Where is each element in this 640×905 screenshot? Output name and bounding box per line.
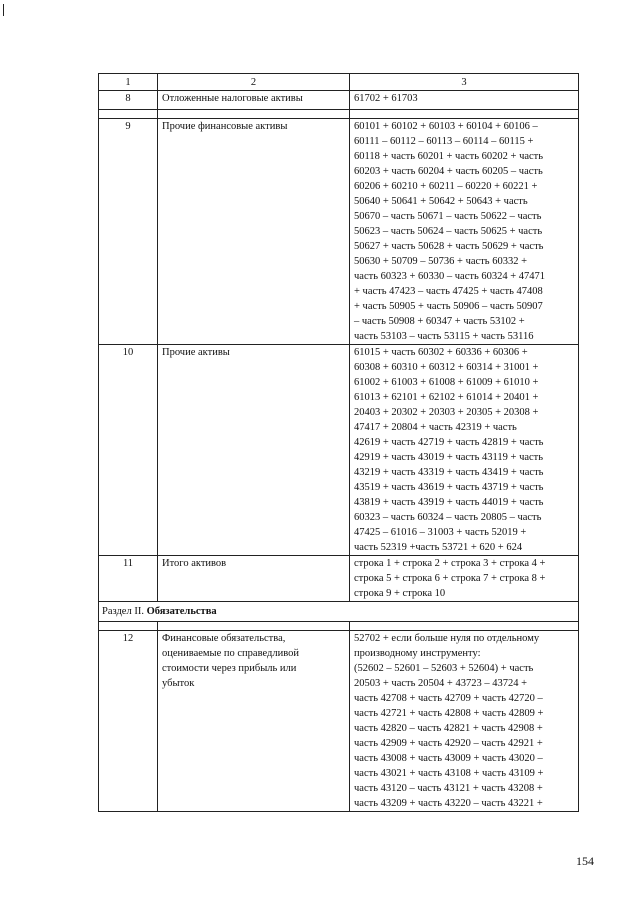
formula-line: 61002 + 61003 + 61008 + 61009 + 61010 + [354, 377, 539, 388]
row-number: 12 [99, 631, 158, 812]
formula-line: строка 1 + строка 2 + строка 3 + строка 4 + [354, 558, 546, 569]
row-number: 10 [99, 345, 158, 556]
accounts-table [98, 73, 579, 812]
formula-line: 50640 + 50641 + 50642 + 50643 + часть [354, 196, 528, 207]
formula-line: 50623 – часть 50624 – часть 50625 + часть [354, 226, 543, 237]
row-number: 8 [99, 91, 158, 110]
row-description [158, 119, 350, 345]
description-line: Прочие финансовые активы [162, 121, 288, 132]
formula-line: часть 60323 + 60330 – часть 60324 + 47471 [354, 271, 546, 282]
header-cell-1: 1 [99, 74, 158, 91]
row-spacer [99, 622, 579, 631]
row-description [158, 556, 350, 602]
formula-line: часть 43120 – часть 43121 + часть 43208 + [354, 783, 543, 794]
formula-line: 20503 + часть 20504 + 43723 – 43724 + [354, 678, 527, 689]
formula-line: 47425 – 61016 – 31003 + часть 52019 + [354, 527, 527, 538]
formula-line: 42919 + часть 43019 + часть 43119 + часть [354, 452, 544, 463]
formula-line: 47417 + 20804 + часть 42319 + часть [354, 422, 517, 433]
formula-line: – часть 50908 + 60347 + часть 53102 + [354, 316, 525, 327]
formula-line: часть 42820 – часть 42821 + часть 42908 + [354, 723, 543, 734]
table-header-row [99, 74, 579, 91]
row-spacer [99, 110, 579, 119]
formula-line: 60308 + 60310 + 60312 + 60314 + 31001 + [354, 362, 539, 373]
formula-line: 60206 + 60210 + 60211 – 60220 + 60221 + [354, 181, 538, 192]
section-header-row [99, 602, 579, 622]
formula-line: 43219 + часть 43319 + часть 43419 + часть [354, 467, 544, 478]
row-formula [350, 119, 579, 345]
row-number: 11 [99, 556, 158, 602]
section-title: Обязательства [146, 606, 217, 617]
row-formula [350, 631, 579, 812]
row-description [158, 345, 350, 556]
header-cell-2: 2 [158, 74, 350, 91]
formula-line: 60323 – часть 60324 – часть 20805 – часть [354, 512, 542, 523]
formula-line: 60111 – 60112 – 60113 – 60114 – 60115 + [354, 136, 534, 147]
table-row [99, 345, 579, 556]
formula-line: 52702 + если больше нуля по отдельному [354, 633, 540, 644]
table-row [99, 556, 579, 602]
row-number: 9 [99, 119, 158, 345]
description-line: Финансовые обязательства, [162, 633, 286, 644]
formula-line: строка 5 + строка 6 + строка 7 + строка 8 + [354, 573, 546, 584]
header-cell-3: 3 [350, 74, 579, 91]
formula-line: строка 9 + строка 10 [354, 588, 446, 599]
formula-line: часть 42721 + часть 42808 + часть 42809 + [354, 708, 544, 719]
description-line: убыток [162, 678, 195, 689]
table-row [99, 119, 579, 345]
formula-line: 43519 + часть 43619 + часть 43719 + часть [354, 482, 544, 493]
row-formula [350, 345, 579, 556]
formula-line: часть 42909 + часть 42920 – часть 42921 + [354, 738, 543, 749]
description-line: Итого активов [162, 558, 227, 569]
formula-line: часть 53103 – часть 53115 + часть 53116 [354, 331, 534, 342]
formula-line: 61015 + часть 60302 + 60336 + 60306 + [354, 347, 528, 358]
formula-line: 61702 + 61703 [354, 93, 418, 104]
row-formula [350, 556, 579, 602]
formula-line: 50630 + 50709 – 50736 + часть 60332 + [354, 256, 527, 267]
formula-line: производному инструменту: [354, 648, 481, 659]
row-formula [350, 91, 579, 110]
formula-line: 50627 + часть 50628 + часть 50629 + часть [354, 241, 544, 252]
formula-line: часть 43021 + часть 43108 + часть 43109 + [354, 768, 544, 779]
formula-line: 50670 – часть 50671 – часть 50622 – часть [354, 211, 542, 222]
formula-line: 60118 + часть 60201 + часть 60202 + часть [354, 151, 544, 162]
section-prefix: Раздел II. [102, 606, 147, 617]
description-line: Прочие активы [162, 347, 230, 358]
formula-line: 61013 + 62101 + 62102 + 61014 + 20401 + [354, 392, 539, 403]
description-line: стоимости через прибыль или [162, 663, 297, 674]
formula-line: часть 52319 +часть 53721 + 620 + 624 [354, 542, 523, 553]
table-row [99, 631, 579, 812]
description-line: Отложенные налоговые активы [162, 93, 303, 104]
table-row [99, 91, 579, 110]
formula-line: 42619 + часть 42719 + часть 42819 + часть [354, 437, 544, 448]
formula-line: часть 43008 + часть 43009 + часть 43020 – [354, 753, 543, 764]
scan-mark [3, 4, 4, 16]
formula-line: 20403 + 20302 + 20303 + 20305 + 20308 + [354, 407, 539, 418]
formula-line: 43819 + часть 43919 + часть 44019 + часть [354, 497, 544, 508]
formula-line: + часть 47423 – часть 47425 + часть 47408 [354, 286, 543, 297]
formula-line: 60203 + часть 60204 + часть 60205 – часть [354, 166, 543, 177]
row-description [158, 91, 350, 110]
row-description [158, 631, 350, 812]
section-heading [99, 602, 579, 622]
formula-line: часть 42708 + часть 42709 + часть 42720 – [354, 693, 543, 704]
page-number: 154 [576, 854, 594, 868]
description-line: оцениваемые по справедливой [162, 648, 299, 659]
formula-line: (52602 – 52601 – 52603 + 52604) + часть [354, 663, 534, 674]
formula-line: 60101 + 60102 + 60103 + 60104 + 60106 – [354, 121, 538, 132]
formula-line: часть 43209 + часть 43220 – часть 43221 + [354, 798, 543, 809]
formula-line: + часть 50905 + часть 50906 – часть 50907 [354, 301, 543, 312]
